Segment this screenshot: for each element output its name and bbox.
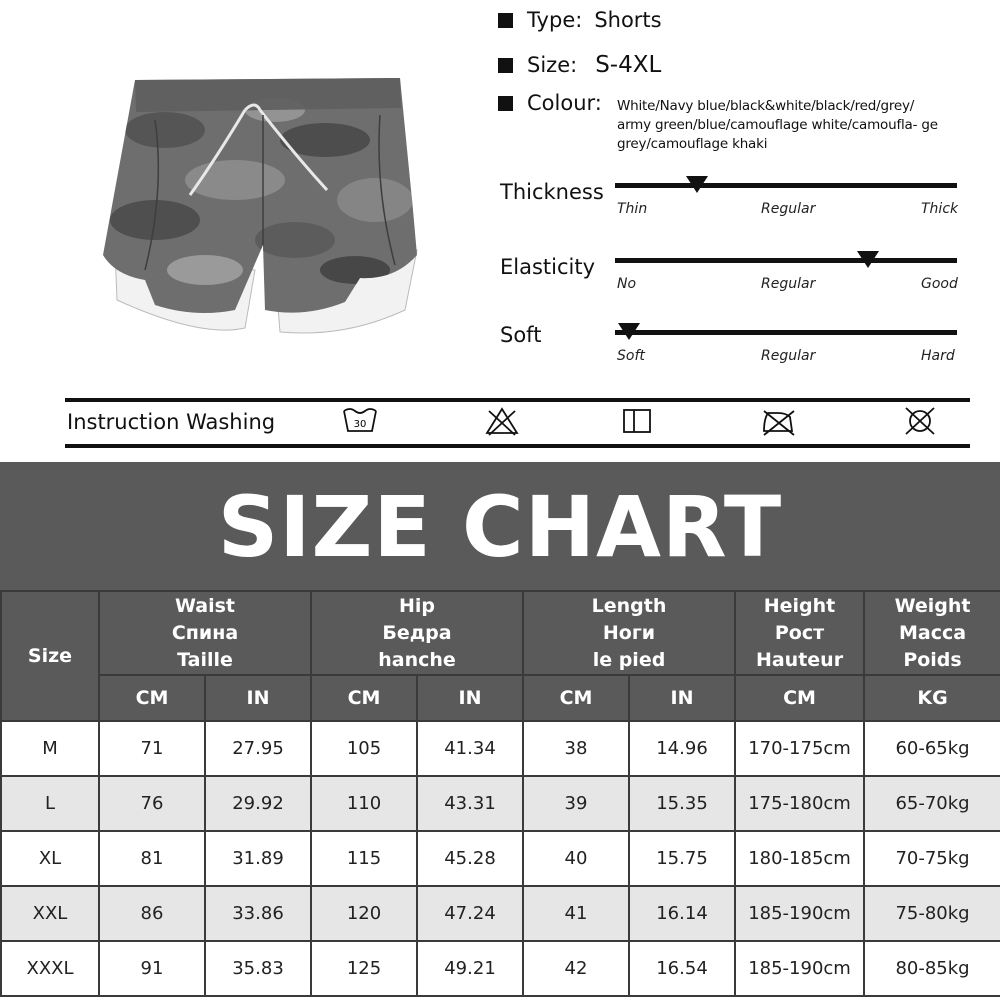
table-cell: 185-190cm [735,941,864,996]
unit-header: IN [417,675,523,721]
scale-label-high: Good [921,276,958,292]
group-header-line: Poids [903,648,962,671]
table-cell: 175-180cm [735,776,864,831]
hip-header [311,591,523,675]
spec-type [498,8,662,32]
scale-label-high: Thick [921,201,959,217]
table-row [1,886,1000,941]
table-cell: 170-175cm [735,721,864,776]
size-value: S-4XL [595,52,662,78]
type-label: Type: [527,8,583,32]
scale-marker [686,176,708,193]
table-row [1,941,1000,996]
table-cell: 105 [311,721,417,776]
wash-temp: 30 [353,419,367,430]
divider-bottom [65,444,970,448]
table-cell: 43.31 [417,776,523,831]
colour-label: Colour: [527,91,602,115]
group-header-line: Hauteur [755,648,844,671]
unit-header: CM [735,675,864,721]
table-cell: 39 [523,776,629,831]
table-cell: 14.96 [629,721,735,776]
table-row [1,776,1000,831]
scale-marker [618,323,640,340]
header-row-groups [1,591,1000,675]
table-cell: 180-185cm [735,831,864,886]
table-cell: 27.95 [205,721,311,776]
bullet-square [498,13,513,28]
size-cell: XL [1,831,99,886]
size-table-body [1,721,1000,996]
table-cell: 125 [311,941,417,996]
product-image [95,70,445,345]
height-header [735,591,864,675]
divider-top [65,398,970,402]
dry-flat-icon [620,405,654,437]
scale-label-low: Soft [617,348,645,364]
group-header-line: Height [763,594,836,617]
table-cell: 15.75 [629,831,735,886]
table-cell: 60-65kg [864,721,1000,776]
spec-size [498,52,661,78]
group-header-line: Ноги [602,621,656,644]
size-cell: XXXL [1,941,99,996]
length-header [523,591,735,675]
size-cell: XXL [1,886,99,941]
bullet-square [498,96,513,111]
group-header-line: Weight [894,594,971,617]
unit-header: CM [523,675,629,721]
type-value: Shorts [594,8,662,32]
group-header-line: Length [591,594,667,617]
unit-header: KG [864,675,1000,721]
table-row [1,721,1000,776]
scale-name: Thickness [500,180,604,204]
waist-header [99,591,311,675]
do-not-iron-icon [758,405,798,437]
scale-bar [615,330,957,335]
size-cell: M [1,721,99,776]
table-cell: 45.28 [417,831,523,886]
group-header-line: Спина [171,621,239,644]
table-cell: 81 [99,831,205,886]
washing-label: Instruction Washing [67,410,276,434]
group-header-line: Бедра [382,621,452,644]
table-cell: 42 [523,941,629,996]
table-cell: 80-85kg [864,941,1000,996]
table-cell: 71 [99,721,205,776]
size-label: Size: [527,53,578,77]
size-cell: L [1,776,99,831]
scale-label-low: No [617,276,637,292]
group-header-line: Hip [398,594,435,617]
scale-label-high: Hard [921,348,955,364]
group-header-line: le pied [592,648,666,671]
header-row-units [1,675,1000,721]
table-cell: 110 [311,776,417,831]
scale-label-mid: Regular [761,201,816,217]
group-header-line: Waist [174,594,235,617]
table-cell: 91 [99,941,205,996]
table-cell: 16.54 [629,941,735,996]
table-cell: 16.14 [629,886,735,941]
table-cell: 38 [523,721,629,776]
table-cell: 75-80kg [864,886,1000,941]
group-header-line: Рост [774,621,825,644]
group-header-line: hanche [378,648,456,671]
group-header-line: Масса [898,621,967,644]
scale-label-mid: Regular [761,276,816,292]
weight-header [864,591,1000,675]
scale-bar [615,258,957,263]
scale-bar [615,183,957,188]
size-header: Size [1,591,99,721]
table-row [1,831,1000,886]
table-cell: 40 [523,831,629,886]
spec-colour [498,91,602,115]
unit-header: CM [311,675,417,721]
table-cell: 15.35 [629,776,735,831]
group-header-line: Taille [177,648,233,671]
table-cell: 185-190cm [735,886,864,941]
scale-name: Soft [500,323,542,347]
do-not-bleach-icon [484,405,520,437]
colour-value: White/Navy blue/black&white/black/red/grey/ army green/blue/camouflage white/camoufla- ge grey/camouflage khaki [617,98,938,152]
wash-30-icon [342,405,378,437]
table-cell: 70-75kg [864,831,1000,886]
unit-header: CM [99,675,205,721]
table-cell: 47.24 [417,886,523,941]
table-cell: 33.86 [205,886,311,941]
size-chart-title: SIZE CHART [217,478,783,576]
table-cell: 35.83 [205,941,311,996]
table-cell: 76 [99,776,205,831]
bullet-square [498,58,513,73]
table-cell: 65-70kg [864,776,1000,831]
table-cell: 41.34 [417,721,523,776]
table-cell: 49.21 [417,941,523,996]
unit-header: IN [205,675,311,721]
table-cell: 31.89 [205,831,311,886]
table-cell: 120 [311,886,417,941]
size-table [0,590,1000,997]
scale-marker [857,251,879,268]
scale-label-low: Thin [617,201,648,217]
table-cell: 86 [99,886,205,941]
unit-header: IN [629,675,735,721]
table-cell: 115 [311,831,417,886]
table-cell: 41 [523,886,629,941]
scale-label-mid: Regular [761,348,816,364]
do-not-dry-clean-icon [902,405,938,437]
table-cell: 29.92 [205,776,311,831]
scale-name: Elasticity [500,255,596,279]
